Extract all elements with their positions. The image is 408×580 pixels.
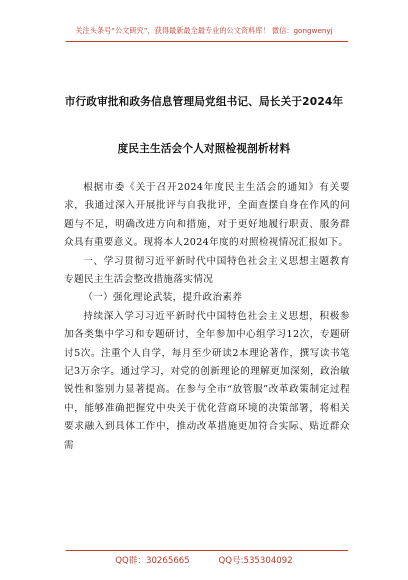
footer-contact — [0, 554, 408, 566]
section-heading-1: 一、学习贯彻习近平新时代中国特色社会主义思想主题教育专题民主生活会整改措施落实情况 — [64, 255, 350, 286]
footer-qq-number: QQ号:535304092 — [218, 556, 293, 566]
header-divider — [66, 41, 348, 42]
document-title-line-1: 市行政审批和政务信息管理局党组书记、局长关于2024年 — [64, 96, 344, 108]
header-notice: 关注头条号“公文研究”，获得最新最全最专业的公文资料库！ 微信：gongwenyj — [75, 26, 333, 35]
document-body — [64, 179, 350, 455]
subsection-heading-1: （一）强化理论武装，提升政治素养 — [83, 292, 243, 304]
footer-divider — [66, 550, 348, 551]
footer-qq-group: QQ群：30265665 — [115, 556, 190, 566]
body-paragraph: 持续深入学习习近平新时代中国特色社会主义思想，积极参加各类集中学习和专题研讨，全年参加中心组学习12次，专题研讨5次。注重个人自学，每月至少研读2本理论著作，撰写读书笔记3万余字。通过学习，对党的创新理论的理解更加深刻，政治敏锐性和鉴别力显著提高。在参与全市“放管服”改革政策制定过程中，能够准确把握党中央关于优化营商环境的决策部署，将相关要求融入到具体工作中，推动改革措施更加符合实际、贴近群众需 — [64, 310, 350, 451]
intro-paragraph: 根据市委《关于召开2024年度民主生活会的通知》有关要求，我通过深入开展批评与自我批评，全面查摆自身在作风的问题与不足，明确改进方向和措施，对于更好地履行职责、服务群众具有重要意义。现将本人2024年度的对照检视情况汇报如下。 — [64, 182, 350, 249]
document-title-line-2: 度民主生活会个人对照检视剖析材料 — [117, 143, 291, 155]
